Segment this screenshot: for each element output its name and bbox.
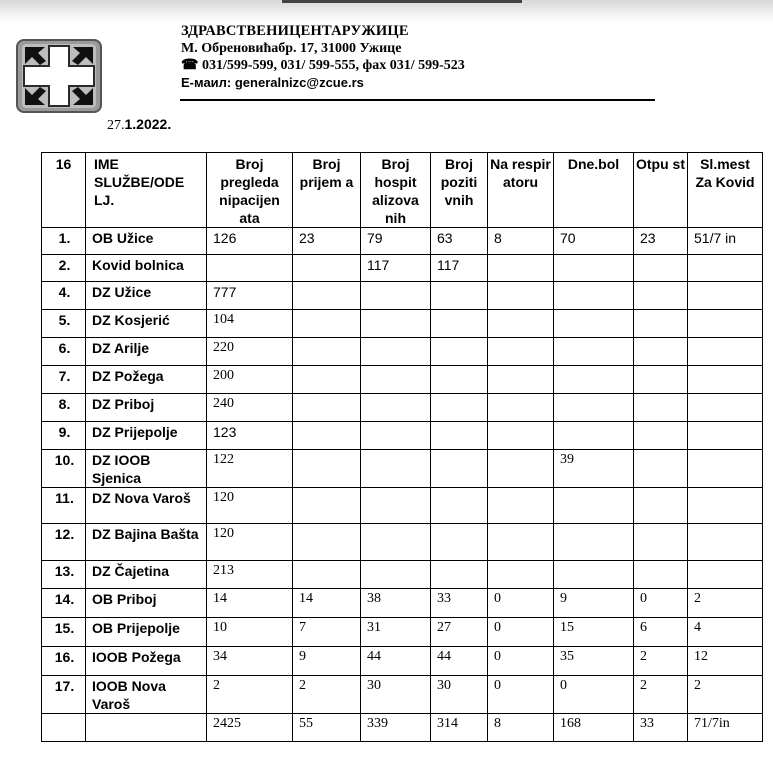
table-cell: 2	[207, 676, 293, 714]
table-cell	[634, 366, 688, 394]
table-cell	[293, 524, 361, 561]
table-cell	[488, 488, 554, 524]
table-cell	[688, 394, 763, 422]
row-number: 7.	[42, 366, 86, 394]
table-cell: 200	[207, 366, 293, 394]
service-name: OB Prijepolje	[86, 618, 207, 647]
address-line: М. Обреновићабр. 17, 31000 Ужице	[181, 41, 402, 56]
row-number: 10.	[42, 450, 86, 488]
table-cell	[488, 282, 554, 310]
table-cell: 126	[207, 228, 293, 255]
table-cell: 6	[634, 618, 688, 647]
table-cell: 339	[361, 714, 431, 742]
row-number: 16.	[42, 647, 86, 676]
table-cell	[488, 255, 554, 282]
table-cell	[293, 338, 361, 366]
table-cell	[361, 450, 431, 488]
table-row	[42, 450, 763, 488]
table-cell	[488, 561, 554, 589]
table-cell: 31	[361, 618, 431, 647]
table-cell: 314	[431, 714, 488, 742]
table-cell	[488, 366, 554, 394]
service-name: DZ Bajina Bašta	[86, 524, 207, 561]
phone-numbers: 031/599-599, 031/ 599-555, фах 031/ 599-523	[201, 58, 465, 73]
table-cell: 35	[554, 647, 634, 676]
table-cell	[431, 394, 488, 422]
row-number: 2.	[42, 255, 86, 282]
table-cell	[688, 255, 763, 282]
table-cell: 23	[293, 228, 361, 255]
table-cell: 70	[554, 228, 634, 255]
table-cell	[293, 450, 361, 488]
row-number: 14.	[42, 589, 86, 618]
table-cell	[207, 255, 293, 282]
table-cell	[688, 422, 763, 450]
column-header: Broj prijem a	[293, 153, 361, 228]
table-cell: 44	[361, 647, 431, 676]
table-cell: 30	[361, 676, 431, 714]
table-cell	[554, 524, 634, 561]
table-cell: 34	[207, 647, 293, 676]
service-name: IOOB Požega	[86, 647, 207, 676]
table-row	[42, 589, 763, 618]
table-cell	[293, 255, 361, 282]
table-cell	[634, 310, 688, 338]
service-name	[86, 714, 207, 742]
table-cell: 23	[634, 228, 688, 255]
table-cell	[361, 282, 431, 310]
table-cell	[688, 488, 763, 524]
table-cell	[293, 394, 361, 422]
table-cell: 2	[293, 676, 361, 714]
table-cell	[488, 310, 554, 338]
row-number: 11.	[42, 488, 86, 524]
table-cell: 51/7 in	[688, 228, 763, 255]
phone-line	[181, 57, 661, 74]
service-name: Kovid bolnica	[86, 255, 207, 282]
table-cell	[488, 450, 554, 488]
table-cell	[688, 338, 763, 366]
table-cell	[554, 394, 634, 422]
table-cell	[361, 524, 431, 561]
column-header: Sl.mest Za Kovid	[688, 153, 763, 228]
table-cell	[293, 282, 361, 310]
table-cell: 33	[431, 589, 488, 618]
table-cell: 44	[431, 647, 488, 676]
service-name: DZ Priboj	[86, 394, 207, 422]
table-cell: 0	[488, 676, 554, 714]
scan-top-shadow	[0, 0, 773, 22]
table-cell: 104	[207, 310, 293, 338]
table-cell: 2	[688, 676, 763, 714]
date-month-year: 1.2022.	[124, 116, 172, 132]
scan-top-bar	[282, 0, 522, 3]
table-cell	[634, 422, 688, 450]
table-cell	[634, 488, 688, 524]
table-cell	[688, 282, 763, 310]
table-cell: 117	[431, 255, 488, 282]
table-cell: 10	[207, 618, 293, 647]
table-cell	[431, 488, 488, 524]
service-name: DZ Užice	[86, 282, 207, 310]
table-row	[42, 310, 763, 338]
table-cell: 168	[554, 714, 634, 742]
telephone-icon: ☎	[181, 58, 199, 73]
table-cell	[634, 282, 688, 310]
table-cell	[634, 338, 688, 366]
table-cell	[431, 366, 488, 394]
table-cell: 213	[207, 561, 293, 589]
service-name: DZ Kosjerić	[86, 310, 207, 338]
table-cell: 123	[207, 422, 293, 450]
table-cell	[431, 561, 488, 589]
table-cell: 0	[488, 589, 554, 618]
service-name: DZ IOOB Sjenica	[86, 450, 207, 488]
table-cell: 12	[688, 647, 763, 676]
table-cell	[361, 338, 431, 366]
table-cell: 79	[361, 228, 431, 255]
report-date	[107, 116, 171, 134]
service-name: OB Užice	[86, 228, 207, 255]
column-header: IME SLUŽBE/ODE LJ.	[86, 153, 207, 228]
table-row	[42, 524, 763, 561]
row-number: 13.	[42, 561, 86, 589]
column-header: Broj hospit alizova nih	[361, 153, 431, 228]
table-cell: 38	[361, 589, 431, 618]
table-cell	[293, 488, 361, 524]
column-header: Broj poziti vnih	[431, 153, 488, 228]
column-header: Broj pregleda nipacijen ata	[207, 153, 293, 228]
table-cell: 0	[554, 676, 634, 714]
row-number: 9.	[42, 422, 86, 450]
letterhead-divider	[180, 99, 655, 101]
row-number: 1.	[42, 228, 86, 255]
table-row	[42, 422, 763, 450]
table-cell: 39	[554, 450, 634, 488]
table-cell	[431, 310, 488, 338]
letterhead	[181, 23, 661, 91]
column-header: Na respir atoru	[488, 153, 554, 228]
table-cell: 117	[361, 255, 431, 282]
table-row	[42, 647, 763, 676]
table-cell: 63	[431, 228, 488, 255]
table-row	[42, 394, 763, 422]
table-row	[42, 676, 763, 714]
table-cell: 240	[207, 394, 293, 422]
table-cell: 55	[293, 714, 361, 742]
column-header: 16	[42, 153, 86, 228]
table-cell: 4	[688, 618, 763, 647]
table-cell	[688, 450, 763, 488]
service-name: DZ Prijepolje	[86, 422, 207, 450]
table-cell	[293, 422, 361, 450]
table-cell	[554, 282, 634, 310]
table-cell	[293, 310, 361, 338]
table-cell	[431, 282, 488, 310]
table-cell: 2	[634, 676, 688, 714]
table-cell: 9	[554, 589, 634, 618]
table-cell	[554, 366, 634, 394]
table-cell	[634, 255, 688, 282]
table-cell	[361, 488, 431, 524]
table-cell: 7	[293, 618, 361, 647]
table-cell: 122	[207, 450, 293, 488]
table-cell	[361, 394, 431, 422]
service-name: IOOB Nova Varoš	[86, 676, 207, 714]
table-cell	[293, 561, 361, 589]
table-cell: 8	[488, 228, 554, 255]
table-cell: 777	[207, 282, 293, 310]
table-row	[42, 228, 763, 255]
table-cell: 2425	[207, 714, 293, 742]
row-number: 12.	[42, 524, 86, 561]
column-header: Otpu st	[634, 153, 688, 228]
table-cell	[688, 310, 763, 338]
table-cell: 0	[488, 618, 554, 647]
table-cell	[431, 422, 488, 450]
table-cell: 0	[634, 589, 688, 618]
date-day: 27.	[107, 118, 125, 133]
table-cell	[634, 561, 688, 589]
table-cell	[488, 338, 554, 366]
service-name: DZ Arilje	[86, 338, 207, 366]
table-cell: 30	[431, 676, 488, 714]
service-name: DZ Požega	[86, 366, 207, 394]
table-cell: 9	[293, 647, 361, 676]
table-row	[42, 366, 763, 394]
table-cell	[488, 422, 554, 450]
table-row	[42, 618, 763, 647]
table-row	[42, 714, 763, 742]
table-cell	[361, 422, 431, 450]
table-cell: 120	[207, 488, 293, 524]
table-cell	[554, 338, 634, 366]
table-row	[42, 255, 763, 282]
table-row	[42, 338, 763, 366]
table-cell: 2	[634, 647, 688, 676]
table-row	[42, 488, 763, 524]
row-number: 5.	[42, 310, 86, 338]
table-row	[42, 282, 763, 310]
table-cell	[554, 255, 634, 282]
table-cell	[431, 524, 488, 561]
email-line: Е-маил: generalnizc@zcue.rs	[181, 75, 364, 90]
table-cell	[634, 394, 688, 422]
table-cell	[688, 366, 763, 394]
table-cell: 120	[207, 524, 293, 561]
row-number: 17.	[42, 676, 86, 714]
table-header-row	[42, 153, 763, 228]
row-number: 4.	[42, 282, 86, 310]
table-cell	[554, 561, 634, 589]
table-cell	[554, 422, 634, 450]
table-cell	[688, 561, 763, 589]
table-row	[42, 561, 763, 589]
organization-name: ЗДРАВСТВЕНИЦЕНТАРУЖИЦЕ	[181, 23, 409, 39]
table-cell: 2	[688, 589, 763, 618]
row-number: 6.	[42, 338, 86, 366]
daily-report-table	[41, 152, 763, 742]
table-cell: 8	[488, 714, 554, 742]
row-number: 15.	[42, 618, 86, 647]
table-cell: 14	[293, 589, 361, 618]
table-cell	[293, 366, 361, 394]
table-cell	[431, 338, 488, 366]
table-cell: 15	[554, 618, 634, 647]
table-cell	[488, 394, 554, 422]
table-cell	[361, 561, 431, 589]
table-cell: 33	[634, 714, 688, 742]
table-cell	[634, 450, 688, 488]
table-cell	[688, 524, 763, 561]
health-center-cross-logo	[16, 39, 102, 113]
table-cell: 14	[207, 589, 293, 618]
table-cell: 71/7in	[688, 714, 763, 742]
table-cell	[488, 524, 554, 561]
service-name: OB Priboj	[86, 589, 207, 618]
service-name: DZ Čajetina	[86, 561, 207, 589]
table-cell: 27	[431, 618, 488, 647]
table-cell	[431, 450, 488, 488]
table-cell	[554, 310, 634, 338]
table-cell	[361, 366, 431, 394]
table-cell: 0	[488, 647, 554, 676]
column-header: Dne.bol	[554, 153, 634, 228]
table-cell: 220	[207, 338, 293, 366]
table-cell	[361, 310, 431, 338]
service-name: DZ Nova Varoš	[86, 488, 207, 524]
row-number: 8.	[42, 394, 86, 422]
table-cell	[554, 488, 634, 524]
table-cell	[634, 524, 688, 561]
row-number	[42, 714, 86, 742]
